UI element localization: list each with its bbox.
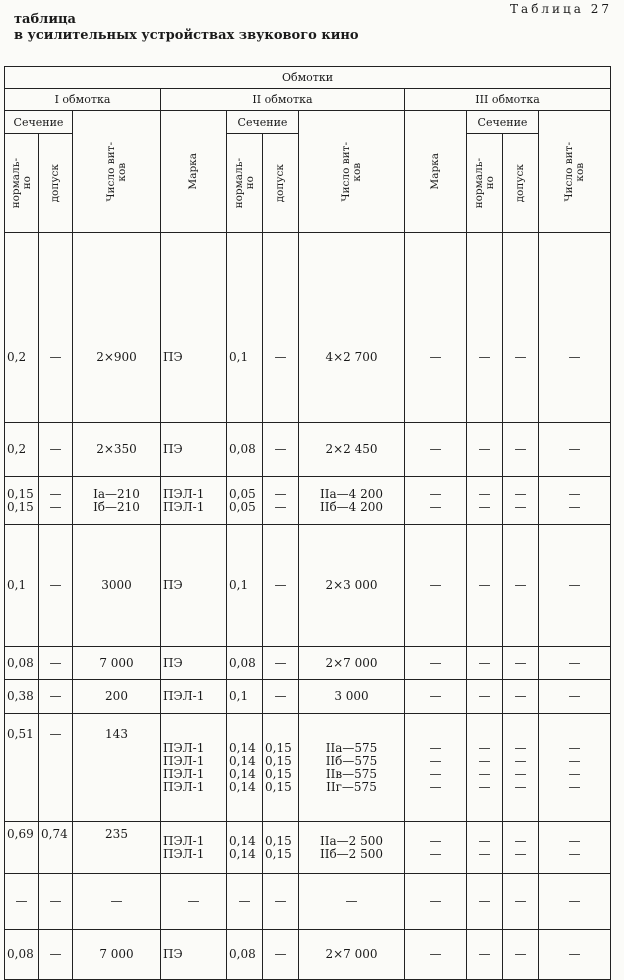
w1-normal: 0,1 (5, 525, 39, 647)
w1-turns: 200 (73, 680, 161, 714)
w2-turns: 2×3 000 (299, 525, 405, 647)
w3-turns: — — — — (539, 714, 611, 822)
w1-normal: 0,2 (5, 423, 39, 477)
w3-normal: — — (467, 477, 503, 525)
w2-tolerance: — (263, 647, 299, 680)
w3-brand-header: Марка (405, 111, 467, 233)
w3-brand: — (405, 525, 467, 647)
table-row (5, 647, 611, 680)
w3-tolerance: — — (503, 822, 539, 874)
w1-tolerance: — (39, 233, 73, 423)
group-header-row (5, 67, 611, 89)
w3-normal: — (467, 233, 503, 423)
w2-turns: 2×7 000 (299, 647, 405, 680)
w3-tolerance: — (503, 423, 539, 477)
w1-normal-header: нормаль- но (5, 134, 39, 233)
w1-normal: 0,51 (5, 714, 39, 822)
table-caption (14, 12, 359, 44)
w2-brand: ПЭ (161, 930, 227, 980)
w2-tolerance: 0,15 0,15 (263, 822, 299, 874)
w3-turns: — (539, 874, 611, 930)
table-row (5, 714, 611, 822)
w3-turns: — (539, 930, 611, 980)
w1-tolerance: — (39, 423, 73, 477)
w1-normal: — (5, 874, 39, 930)
table-row (5, 525, 611, 647)
w2-normal: 0,14 0,14 0,14 0,14 (227, 714, 263, 822)
w2-normal: 0,14 0,14 (227, 822, 263, 874)
w2-brand-header: Марка (161, 111, 227, 233)
w1-section-header: Сечение (5, 111, 73, 134)
w1-turns-header: Число вит- ков (73, 111, 161, 233)
w2-turns: — (299, 874, 405, 930)
w2-turns: 2×2 450 (299, 423, 405, 477)
w3-brand: — — — — (405, 714, 467, 822)
caption-line-2: в усилительных устройствах звукового кино (14, 28, 359, 43)
w2-normal: 0,08 (227, 423, 263, 477)
w3-brand: — (405, 647, 467, 680)
w1-turns: 2×900 (73, 233, 161, 423)
w2-brand: ПЭ (161, 233, 227, 423)
w3-brand: — — (405, 822, 467, 874)
w1-tolerance: — (39, 874, 73, 930)
w2-turns: IIа—4 200 IIб—4 200 (299, 477, 405, 525)
w1-turns: 235 (73, 822, 161, 874)
w2-tolerance: — (263, 874, 299, 930)
w3-tolerance: — — (503, 477, 539, 525)
w1-tolerance: — (39, 680, 73, 714)
w1-tolerance: — (39, 930, 73, 980)
w3-brand: — — (405, 477, 467, 525)
w3-normal: — (467, 680, 503, 714)
windings-table (4, 66, 611, 980)
w1-turns: 3000 (73, 525, 161, 647)
winding-2-header: II обмотка (161, 89, 405, 111)
w3-turns: — (539, 233, 611, 423)
table-row (5, 233, 611, 423)
w1-normal: 0,15 0,15 (5, 477, 39, 525)
w3-brand: — (405, 233, 467, 423)
w3-turns: — (539, 525, 611, 647)
table-number: Таблица 27 (510, 2, 612, 16)
w3-normal: — — (467, 822, 503, 874)
w3-normal: — (467, 423, 503, 477)
table-row (5, 423, 611, 477)
w1-turns: 2×350 (73, 423, 161, 477)
w3-brand: — (405, 680, 467, 714)
w2-normal: 0,1 (227, 233, 263, 423)
w1-turns: 7 000 (73, 930, 161, 980)
w3-section-header: Сечение (467, 111, 539, 134)
w1-turns: 143 (73, 714, 161, 822)
section-header-row (5, 111, 611, 134)
w2-brand: ПЭ (161, 525, 227, 647)
w1-tolerance: — (39, 525, 73, 647)
w3-tolerance: — (503, 874, 539, 930)
w3-tolerance: — (503, 647, 539, 680)
w3-tolerance: — (503, 930, 539, 980)
w1-turns: 7 000 (73, 647, 161, 680)
w3-normal-header: нормаль- но (467, 134, 503, 233)
w2-brand: ПЭЛ-1 ПЭЛ-1 (161, 477, 227, 525)
w2-normal: 0,05 0,05 (227, 477, 263, 525)
w2-turns: 2×7 000 (299, 930, 405, 980)
w2-brand: — (161, 874, 227, 930)
w3-tolerance: — (503, 680, 539, 714)
w2-turns: 4×2 700 (299, 233, 405, 423)
w2-tolerance: — (263, 680, 299, 714)
w3-normal: — (467, 525, 503, 647)
table-row (5, 477, 611, 525)
w3-brand: — (405, 874, 467, 930)
w2-normal: 0,1 (227, 525, 263, 647)
w2-tolerance: — (263, 423, 299, 477)
w1-tolerance: 0,74 (39, 822, 73, 874)
w2-brand: ПЭЛ-1 (161, 680, 227, 714)
w2-brand: ПЭЛ-1 ПЭЛ-1 (161, 822, 227, 874)
winding-header-row (5, 89, 611, 111)
w1-normal: 0,69 (5, 822, 39, 874)
w1-tolerance-header: допуск (39, 134, 73, 233)
w3-turns-header: Число вит- ков (539, 111, 611, 233)
w1-tolerance: — (39, 714, 73, 822)
w2-tolerance: — — (263, 477, 299, 525)
w3-turns: — (539, 423, 611, 477)
w1-normal: 0,08 (5, 647, 39, 680)
w2-turns: IIа—2 500 IIб—2 500 (299, 822, 405, 874)
table-row (5, 874, 611, 930)
w2-brand: ПЭ (161, 647, 227, 680)
w1-normal: 0,08 (5, 930, 39, 980)
w2-normal: 0,1 (227, 680, 263, 714)
w2-tolerance: — (263, 930, 299, 980)
w1-tolerance: — — (39, 477, 73, 525)
w3-tolerance-header: допуск (503, 134, 539, 233)
w2-turns: 3 000 (299, 680, 405, 714)
w2-tolerance: 0,15 0,15 0,15 0,15 (263, 714, 299, 822)
w3-normal: — (467, 874, 503, 930)
group-header: Обмотки (5, 67, 611, 89)
w1-normal: 0,2 (5, 233, 39, 423)
w3-normal: — — — — (467, 714, 503, 822)
w2-normal: 0,08 (227, 930, 263, 980)
winding-1-header: I обмотка (5, 89, 161, 111)
w2-tolerance: — (263, 525, 299, 647)
w3-tolerance: — — — — (503, 714, 539, 822)
w3-tolerance: — (503, 525, 539, 647)
table-row (5, 680, 611, 714)
w2-tolerance: — (263, 233, 299, 423)
w3-turns: — — (539, 822, 611, 874)
table-row (5, 822, 611, 874)
w2-tolerance-header: допуск (263, 134, 299, 233)
w2-normal-header: нормаль- но (227, 134, 263, 233)
w3-turns: — — (539, 477, 611, 525)
w2-brand: ПЭЛ-1 ПЭЛ-1 ПЭЛ-1 ПЭЛ-1 (161, 714, 227, 822)
w1-turns: — (73, 874, 161, 930)
w1-normal: 0,38 (5, 680, 39, 714)
w3-turns: — (539, 680, 611, 714)
w2-normal: 0,08 (227, 647, 263, 680)
table-row (5, 930, 611, 980)
w3-normal: — (467, 930, 503, 980)
w1-tolerance: — (39, 647, 73, 680)
w2-brand: ПЭ (161, 423, 227, 477)
caption-line-1: таблица (14, 12, 76, 27)
w3-brand: — (405, 930, 467, 980)
w2-turns-header: Число вит- ков (299, 111, 405, 233)
w3-tolerance: — (503, 233, 539, 423)
w3-brand: — (405, 423, 467, 477)
w1-turns: Iа—210 Iб—210 (73, 477, 161, 525)
w2-normal: — (227, 874, 263, 930)
w2-turns: IIа—575 IIб—575 IIв—575 IIг—575 (299, 714, 405, 822)
winding-3-header: III обмотка (405, 89, 611, 111)
w2-section-header: Сечение (227, 111, 299, 134)
w3-normal: — (467, 647, 503, 680)
w3-turns: — (539, 647, 611, 680)
